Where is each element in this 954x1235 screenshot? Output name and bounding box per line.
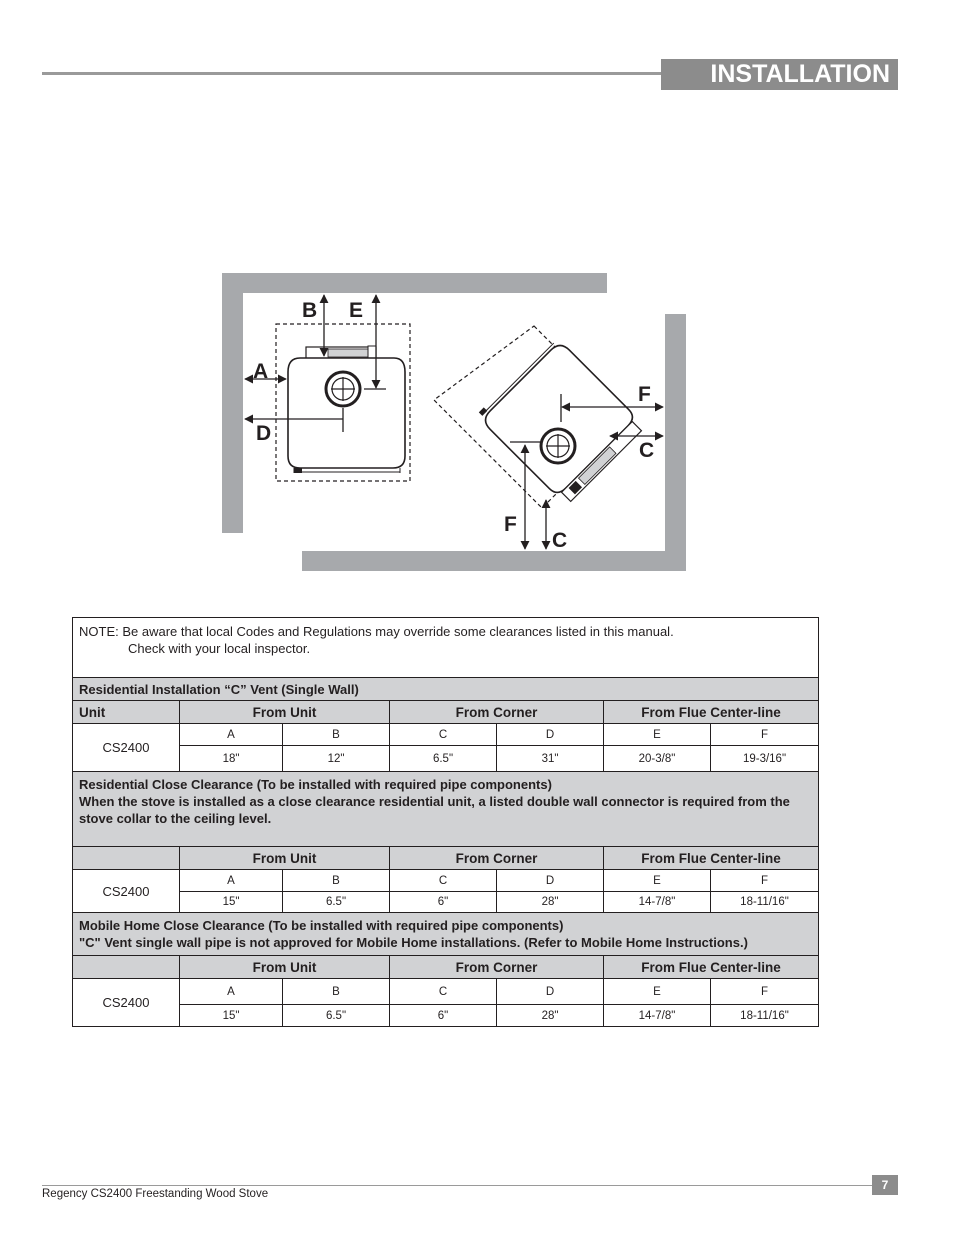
value-e: 20-3/8" xyxy=(604,746,711,772)
letter-e: E xyxy=(604,870,711,892)
label-a: A xyxy=(253,360,269,383)
unit-model: CS2400 xyxy=(73,870,180,913)
page-number: 7 xyxy=(872,1175,898,1195)
value-a: 15" xyxy=(180,1005,283,1027)
value-b: 12" xyxy=(283,746,390,772)
letter-f: F xyxy=(711,870,819,892)
label-f-bottom: F xyxy=(504,513,517,536)
letter-c: C xyxy=(390,724,497,746)
note-line-1: NOTE: Be aware that local Codes and Regulations may override some clearances listed in this manual. xyxy=(79,624,674,639)
value-b: 6.5" xyxy=(283,1005,390,1027)
section2-title: Residential Close Clearance (To be installed with required pipe components) xyxy=(79,777,552,792)
letter-f: F xyxy=(711,724,819,746)
letter-a: A xyxy=(180,979,283,1005)
letter-e: E xyxy=(604,979,711,1005)
from-flue-header: From Flue Center-line xyxy=(604,701,819,724)
wall-right xyxy=(665,314,686,571)
stove-top-view-1 xyxy=(288,346,405,473)
section1-title: Residential Installation “C” Vent (Single Wall) xyxy=(73,678,819,701)
letter-f: F xyxy=(711,979,819,1005)
value-f: 19-3/16" xyxy=(711,746,819,772)
letter-d: D xyxy=(497,870,604,892)
wall-bottom xyxy=(302,551,686,571)
section3-subtitle: "C" Vent single wall pipe is not approved for Mobile Home installations. (Refer to Mobile Home Instructions.) xyxy=(79,935,748,950)
value-c: 6.5" xyxy=(390,746,497,772)
from-unit-header: From Unit xyxy=(180,701,390,724)
label-b: B xyxy=(302,299,318,322)
letter-c: C xyxy=(390,979,497,1005)
letter-e: E xyxy=(604,724,711,746)
from-corner-header: From Corner xyxy=(390,847,604,870)
from-unit-header: From Unit xyxy=(180,956,390,979)
label-d: D xyxy=(256,422,272,445)
value-e: 14-7/8" xyxy=(604,1005,711,1027)
value-e: 14-7/8" xyxy=(604,892,711,913)
value-a: 18" xyxy=(180,746,283,772)
section3-title: Mobile Home Close Clearance (To be installed with required pipe components) xyxy=(79,918,564,933)
value-c: 6" xyxy=(390,1005,497,1027)
section3-title-block xyxy=(73,913,819,956)
label-f-right: F xyxy=(638,383,651,406)
section2-title-block xyxy=(73,772,819,847)
letter-a: A xyxy=(180,724,283,746)
label-c-right: C xyxy=(639,439,655,462)
value-f: 18-11/16" xyxy=(711,1005,819,1027)
from-corner-header: From Corner xyxy=(390,701,604,724)
letter-d: D xyxy=(497,979,604,1005)
letter-c: C xyxy=(390,870,497,892)
value-d: 31" xyxy=(497,746,604,772)
label-e: E xyxy=(349,299,364,322)
unit-model: CS2400 xyxy=(73,724,180,772)
unit-column-header-empty xyxy=(73,847,180,870)
value-f: 18-11/16" xyxy=(711,892,819,913)
letter-a: A xyxy=(180,870,283,892)
value-d: 28" xyxy=(497,892,604,913)
section2-subtitle: When the stove is installed as a close clearance residential unit, a listed double wall connector is required from the stove collar to the ceiling level. xyxy=(79,794,790,826)
value-c: 6" xyxy=(390,892,497,913)
clearance-table xyxy=(72,617,819,1027)
unit-column-header: Unit xyxy=(73,701,180,724)
note-cell xyxy=(73,618,819,678)
label-c-bottom: C xyxy=(552,529,568,552)
wall-left xyxy=(222,273,243,533)
flue-collar-2 xyxy=(541,429,575,463)
from-flue-header: From Flue Center-line xyxy=(604,956,819,979)
value-b: 6.5" xyxy=(283,892,390,913)
letter-b: B xyxy=(283,979,390,1005)
value-d: 28" xyxy=(497,1005,604,1027)
from-unit-header: From Unit xyxy=(180,847,390,870)
letter-b: B xyxy=(283,870,390,892)
header-rule xyxy=(42,72,662,75)
letter-d: D xyxy=(497,724,604,746)
letter-b: B xyxy=(283,724,390,746)
from-flue-header: From Flue Center-line xyxy=(604,847,819,870)
note-line-2: Check with your local inspector. xyxy=(128,641,311,656)
footer-product-name: Regency CS2400 Freestanding Wood Stove xyxy=(42,1188,269,1200)
clearance-diagram xyxy=(200,260,700,580)
wall-back xyxy=(222,273,607,293)
unit-model: CS2400 xyxy=(73,979,180,1027)
footer-rule xyxy=(42,1185,872,1186)
from-corner-header: From Corner xyxy=(390,956,604,979)
unit-column-header-empty xyxy=(73,956,180,979)
value-a: 15" xyxy=(180,892,283,913)
section-title: INSTALLATION xyxy=(661,59,898,90)
